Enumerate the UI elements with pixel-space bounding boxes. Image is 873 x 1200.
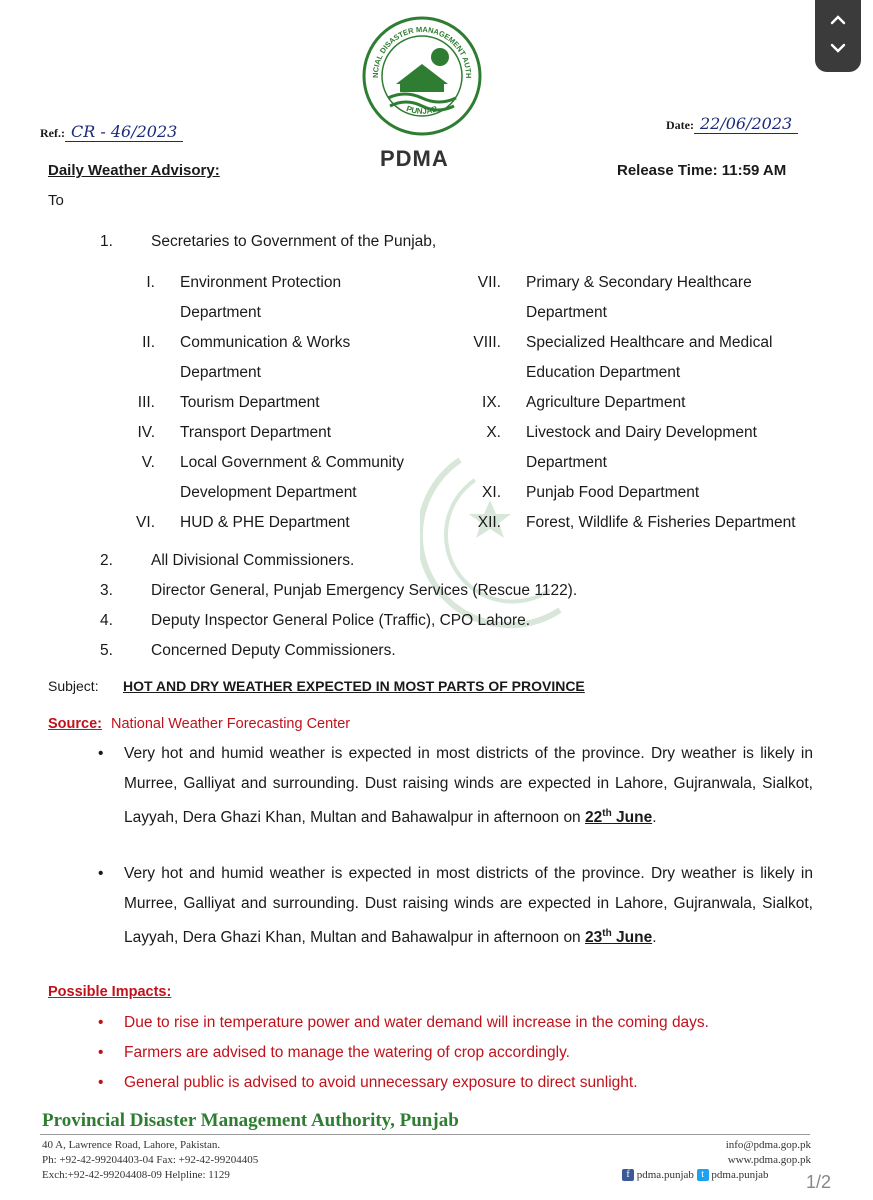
department-name: Forest, Wildlife & Fisheries Department [526,514,796,531]
department-number: XI. [482,484,501,501]
impact-item: General public is advised to avoid unnecessary exposure to direct sunlight. [124,1074,638,1091]
footer-address: 40 A, Lawrence Road, Lahore, Pakistan. [42,1139,221,1151]
department-number: I. [146,274,155,291]
department-name: Local Government & Community [180,454,404,471]
department-name-cont: Department [526,454,607,471]
department-name: Communication & Works [180,334,351,351]
department-number: III. [137,394,155,411]
department-number: V. [141,454,155,471]
recipient-text: Director General, Punjab Emergency Services (Rescue 1122). [151,582,578,599]
twitter-icon: t [697,1169,709,1181]
advisory-title: Daily Weather Advisory: [48,162,220,179]
logo-ring-bottom: PUNJAB [405,104,439,116]
forecast-item: • Very hot and humid weather is expected in most districts of the province. Dry weather is likely in Murree, Galliyat and surrounding. Dust raising winds are expected in Lahore, Gujranwala, Sialkot, Layyah, Dera Ghazi Khan, Multan and Bahawalpur in afternoon on 22th June. [98,739,813,833]
subject-label: Subject: [48,678,99,694]
footer-org-name: Provincial Disaster Management Authority, Punjab [42,1110,459,1131]
department-number: VIII. [473,334,501,351]
pdma-logo [360,12,485,140]
department-name: Specialized Healthcare and Medical [526,334,773,351]
source-label: Source: [48,716,102,732]
recipient-number: 2. [100,552,113,569]
bullet-icon: • [98,865,104,882]
page-indicator: 1/2 [806,1172,832,1192]
bullet-icon: • [98,1074,104,1091]
source-text: National Weather Forecasting Center [111,716,351,732]
footer-exchange: Exch:+92-42-99204408-09 Helpline: 1129 [42,1169,230,1181]
reference-number: Ref.: CR - 46/2023 [40,122,183,141]
recipient-number: 3. [100,582,113,599]
chevron-down-icon[interactable] [828,38,848,58]
release-time: Release Time: 11:59 AM [617,162,787,179]
department-name: Primary & Secondary Healthcare [526,274,752,291]
department-number: X. [486,424,501,441]
facebook-handle[interactable]: pdma.punjab [636,1169,694,1181]
recipient-number: 4. [100,612,113,629]
department-name-cont: Education Department [526,364,681,381]
org-short-name: PDMA [380,146,449,171]
impact-item: Farmers are advised to manage the watering of crop accordingly. [124,1044,570,1061]
subject-text: HOT AND DRY WEATHER EXPECTED IN MOST PARTS OF PROVINCE [123,678,585,694]
department-name-cont: Department [180,364,261,381]
department-name: Livestock and Dairy Development [526,424,757,441]
recipient-number: 5. [100,642,113,659]
bullet-icon: • [98,745,104,762]
department-number: IV. [137,424,155,441]
recipient-text: Concerned Deputy Commissioners. [151,642,396,659]
footer-email[interactable]: info@pdma.gop.pk [725,1139,811,1151]
footer-social [622,1168,769,1182]
department-name: Punjab Food Department [526,484,700,501]
department-name: Agriculture Department [526,394,686,411]
department-number: II. [142,334,155,351]
chevron-up-icon[interactable] [828,10,848,30]
logo-ring-text: NCIAL DISASTER MANAGEMENT AUTH [370,24,474,79]
bullet-icon: • [98,1044,104,1061]
page-nav-control [815,0,861,72]
footer-website[interactable]: www.pdma.gop.pk [727,1154,811,1166]
impacts-label: Possible Impacts: [48,984,172,1000]
recipient-number: 1. [100,233,113,250]
department-number: IX. [482,394,501,411]
bullet-icon: • [98,1014,104,1031]
forecast-item: • Very hot and humid weather is expected in most districts of the province. Dry weather is likely in Murree, Galliyat and surrounding. Dust raising winds are expected in Lahore, Gujranwala, Sialkot, Layyah, Dera Ghazi Khan, Multan and Bahawalpur in afternoon on 23th June. [98,859,813,953]
document-date: Date: 22/06/2023 [666,114,798,133]
department-name-cont: Department [526,304,607,321]
department-name: Environment Protection [180,274,342,291]
department-name-cont: Department [180,304,261,321]
footer-phone: Ph: +92-42-99204403-04 Fax: +92-42-99204405 [42,1154,259,1166]
department-name: Transport Department [180,424,332,441]
recipient-text: Deputy Inspector General Police (Traffic), CPO Lahore. [151,612,531,629]
department-number: VI. [136,514,155,531]
department-number: XII. [477,514,501,531]
twitter-handle[interactable]: pdma.punjab [711,1169,769,1181]
department-name: HUD & PHE Department [180,514,350,531]
facebook-icon: f [622,1169,634,1181]
footer-divider [40,1134,810,1135]
to-label: To [48,192,64,209]
impact-item: Due to rise in temperature power and water demand will increase in the coming days. [124,1014,709,1031]
department-name: Tourism Department [180,394,320,411]
department-number: VII. [477,274,501,291]
recipient-text: Secretaries to Government of the Punjab, [151,233,437,250]
department-name-cont: Development Department [180,484,357,501]
recipient-text: All Divisional Commissioners. [151,552,355,569]
